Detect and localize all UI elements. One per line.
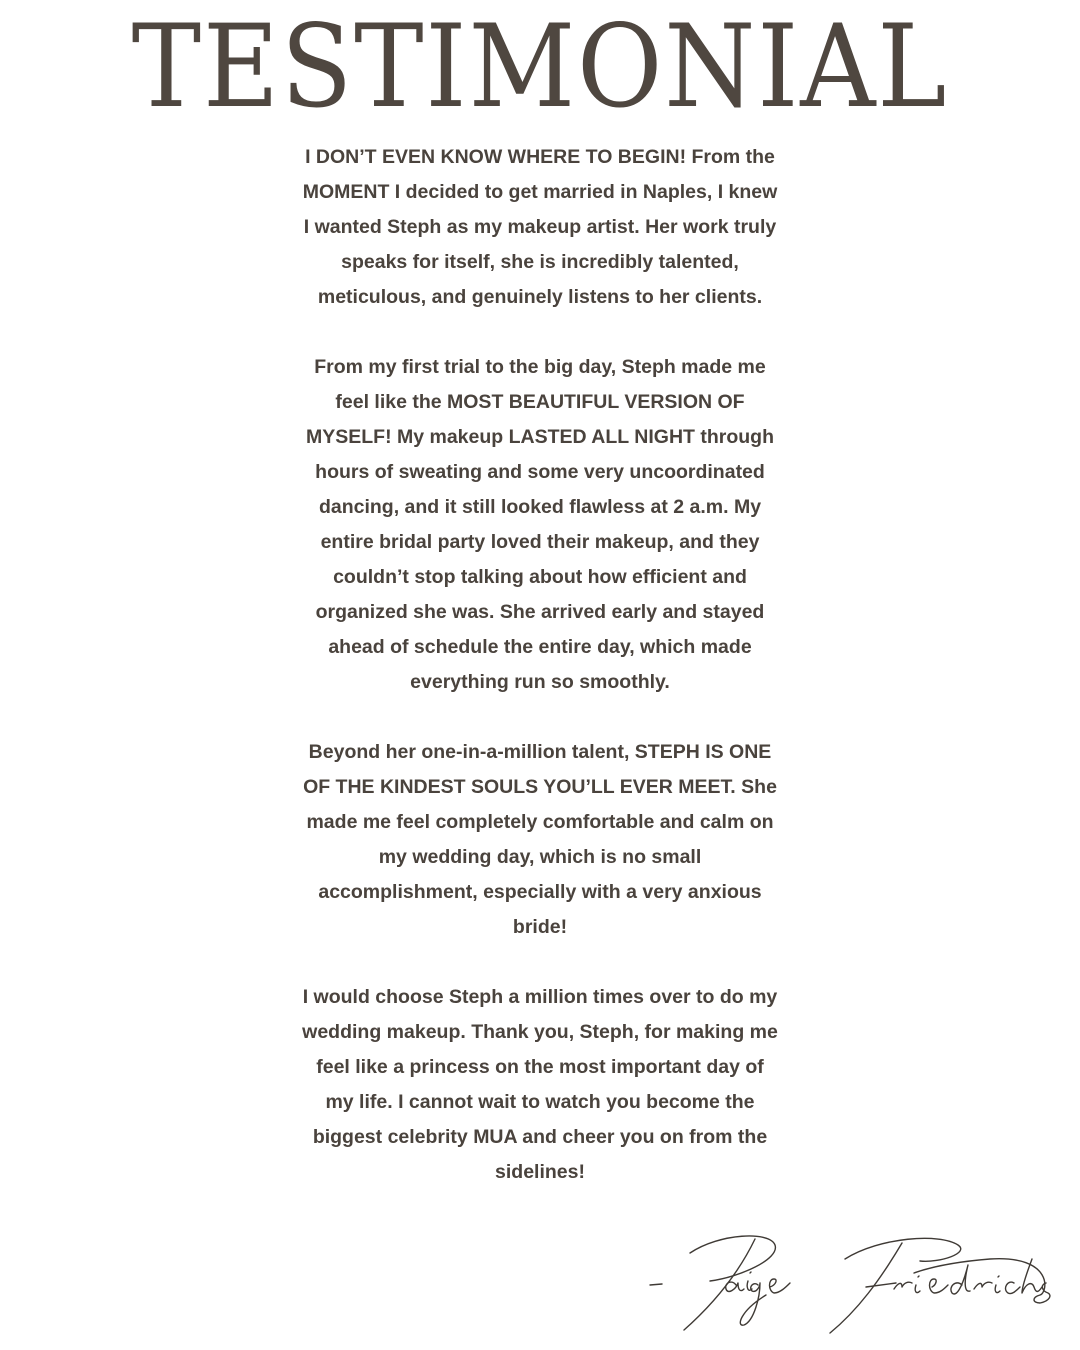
testimonial-paragraph-4: I would choose Steph a million times over to do my wedding makeup. Thank you, Steph, for making me feel like a princess on the most important day of my life. I cannot wait to watch you become the biggest celebrity MUA and cheer you on from the sidelines! [302, 986, 778, 1183]
testimonial-paragraph-2: From my first trial to the big day, Steph made me feel like the MOST BEAUTIFUL VERSION OF MYSELF! My makeup LASTED ALL NIGHT through hours of sweating and some very uncoordinated dancing, and it still looked flawless at 2 a.m. My entire bridal party loved their makeup, and they couldn’t stop talking about how efficient and organized she was. She arrived early and stayed ahead of schedule the entire day, which made everything run so smoothly. [306, 356, 774, 693]
handwritten-signature [640, 1225, 1060, 1340]
testimonial-body [300, 140, 780, 1190]
testimonial-paragraph-3: Beyond her one-in-a-million talent, STEPH IS ONE OF THE KINDEST SOULS YOU’LL EVER MEET. She made me feel completely comfortable and calm on my wedding day, which is no small accomplishment, especially with a very anxious bride! [303, 741, 777, 938]
signature-text [640, 1340, 641, 1341]
testimonial-paragraph-1: I DON’T EVEN KNOW WHERE TO BEGIN! From the MOMENT I decided to get married in Naples, I knew I wanted Steph as my makeup artist. Her work truly speaks for itself, she is incredibly talented, meticulous, and genuinely listens to her clients. [302, 146, 778, 308]
page-title: TESTIMONIAL [131, 0, 949, 134]
